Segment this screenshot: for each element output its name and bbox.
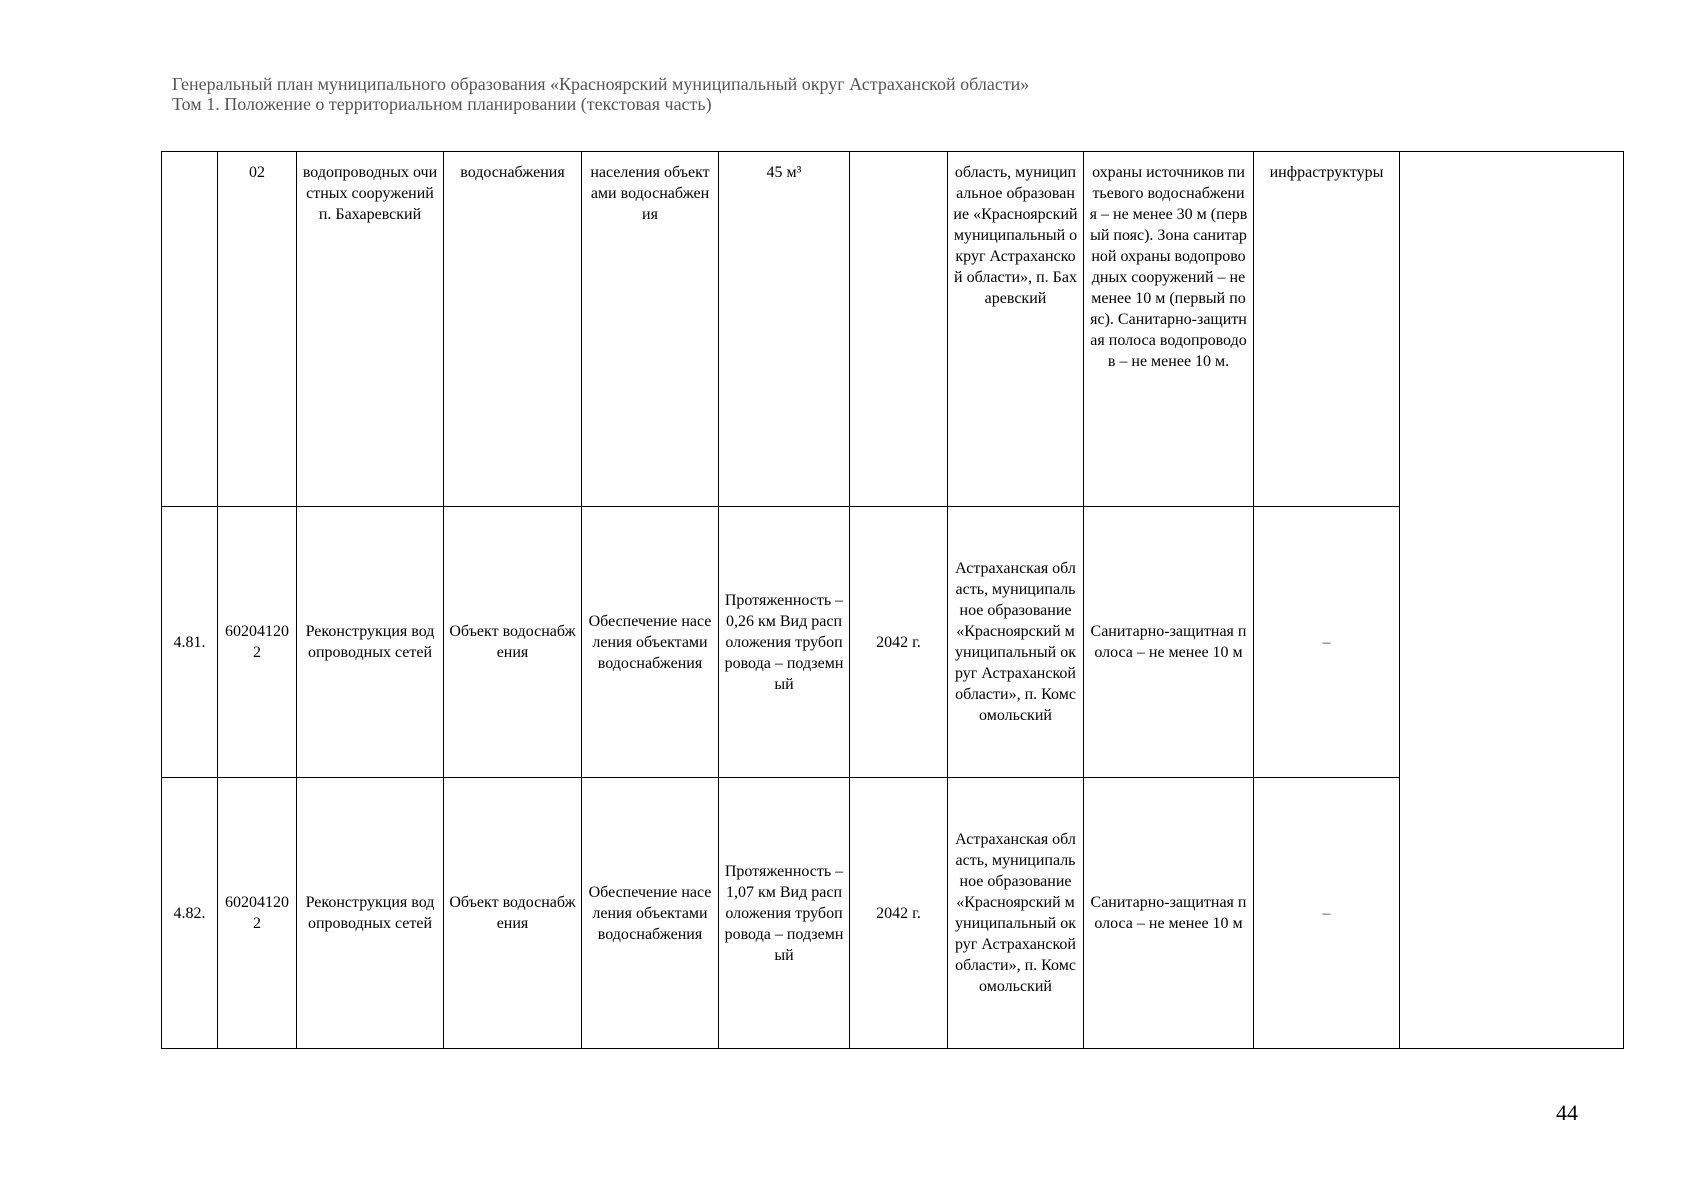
- table-row: [162, 152, 1624, 507]
- document-title-line1: Генеральный план муниципального образования «Красноярский муниципальный округ Астраханской области»: [172, 74, 1030, 94]
- cell-characteristics: 45 м³: [719, 152, 850, 507]
- cell-code: 602041202: [218, 507, 297, 778]
- document-header: [172, 74, 1029, 114]
- cell-code: 02: [218, 152, 297, 507]
- cell-location: Астраханская область, муниципальное образование «Красноярский муниципальный округ Астраханской области», п. Комсомольский: [948, 507, 1084, 778]
- cell-zone: Санитарно-защитная полоса – не менее 10 м: [1084, 507, 1254, 778]
- cell-year: 2042 г.: [850, 507, 948, 778]
- page-number: 44: [1556, 1100, 1578, 1125]
- cell-purpose: населения объектами водоснабжения: [582, 152, 719, 507]
- planning-objects-table: [161, 151, 1624, 1049]
- cell-object-name: Реконструкция водопроводных сетей: [297, 507, 444, 778]
- cell-number: 4.81.: [162, 507, 218, 778]
- cell-characteristics: Протяженность – 1,07 км Вид расположения трубопровода – подземный: [719, 778, 850, 1049]
- cell-number: [162, 152, 218, 507]
- cell-zone: Санитарно-защитная полоса – не менее 10 м: [1084, 778, 1254, 1049]
- cell-characteristics: Протяженность – 0,26 км Вид расположения трубопровода – подземный: [719, 507, 850, 778]
- cell-note: –: [1254, 507, 1400, 778]
- cell-location: область, муниципальное образование «Красноярский муниципальный округ Астраханской области», п. Бахаревский: [948, 152, 1084, 507]
- cell-object-name: водопроводных очистных сооружений п. Бахаревский: [297, 152, 444, 507]
- cell-purpose: Обеспечение населения объектами водоснабжения: [582, 778, 719, 1049]
- cell-object-type: Объект водоснабжения: [444, 778, 582, 1049]
- cell-location: Астраханская область, муниципальное образование «Красноярский муниципальный округ Астраханской области», п. Комсомольский: [948, 778, 1084, 1049]
- cell-object-type: Объект водоснабжения: [444, 507, 582, 778]
- cell-object-name: Реконструкция водопроводных сетей: [297, 778, 444, 1049]
- cell-object-type: водоснабжения: [444, 152, 582, 507]
- cell-zone: охраны источников питьевого водоснабжения – не менее 30 м (первый пояс). Зона санитарной охраны водопроводных сооружений – не менее 10 м (первый пояс). Санитарно-защитная полоса водопроводов – не менее 10 м.: [1084, 152, 1254, 507]
- cell-year: [850, 152, 948, 507]
- cell-empty-column: [1400, 152, 1624, 1049]
- cell-note: –: [1254, 778, 1400, 1049]
- document-title-line2: Том 1. Положение о территориальном планировании (текстовая часть): [172, 94, 712, 114]
- cell-code: 602041202: [218, 778, 297, 1049]
- cell-number: 4.82.: [162, 778, 218, 1049]
- cell-year: 2042 г.: [850, 778, 948, 1049]
- cell-note: инфраструктуры: [1254, 152, 1400, 507]
- cell-purpose: Обеспечение населения объектами водоснабжения: [582, 507, 719, 778]
